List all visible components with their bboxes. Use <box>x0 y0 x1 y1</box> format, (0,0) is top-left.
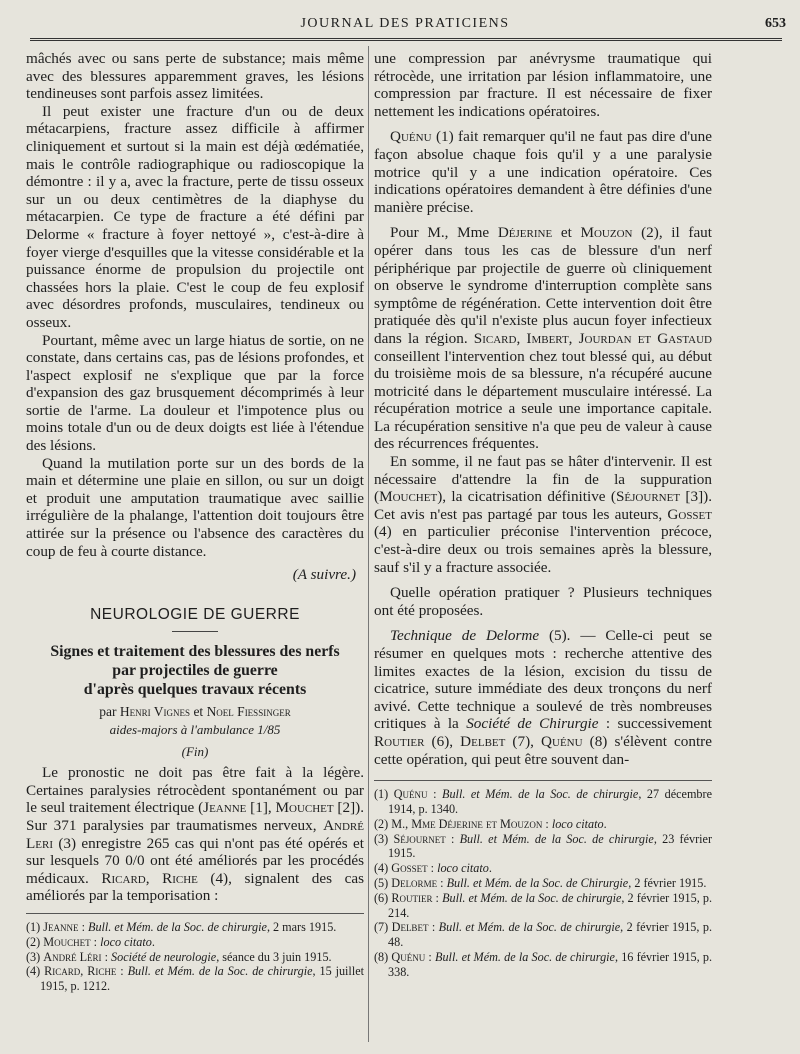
author-name: Jeanne <box>203 799 247 817</box>
footnote-number: (1) <box>374 787 389 802</box>
author-name: Quénu <box>541 732 583 750</box>
text-run: (5). — Celle-ci peut se résumer en quelques mots : recherche attentive des limites exactes de la lésion, excision du tissu de cicatrice, suture immédiate des deux tronçons du nerf avivé. Cette technique a soulevé de très nombreuses critiques à la <box>374 627 712 733</box>
footnote-sep: : <box>425 949 436 964</box>
footnote <box>374 950 712 980</box>
footnote-sep: : <box>427 787 443 802</box>
column-rule <box>368 46 369 1042</box>
author-name: Mouchet <box>275 799 334 817</box>
footnote-number: (6) <box>374 890 389 905</box>
text-run: (4) en particulier préconise l'intervention précoce, c'est-à-dire deux ou trois semaines après la blessure, sauf s'il y a fracture associée. <box>374 523 712 576</box>
paragraph: Quand la mutilation porte sur un des bords de la main et détermine une plaie en sillon, ou sur un doigt et produit une amputation traumatique avec saillie irrégulière de la phalange, l'attention doit toujours être attirée sur la présence ou l'absence des caractères du coup de feu à courte distance. <box>26 454 364 560</box>
footnote-author: Gosset <box>391 861 428 876</box>
byline <box>26 703 364 721</box>
right-column <box>374 50 712 980</box>
footnote-author: André Léri <box>43 949 102 964</box>
text-run: (7), <box>505 732 542 750</box>
footnote-rule <box>26 913 364 914</box>
author-name: Ricard, Riche <box>101 869 198 887</box>
footnote-number: (5) <box>374 875 389 890</box>
author-name: Mouzon <box>580 224 633 242</box>
text-run: (8) s'élèvent contre cette opération, qui peut être souvent dan- <box>374 732 712 768</box>
footnote-number: (8) <box>374 949 389 964</box>
footnote <box>26 935 364 950</box>
author-name: Quénu <box>390 128 432 146</box>
footnote-author: Quénu <box>393 787 428 802</box>
author-affiliation: aides-majors à l'ambulance 1/85 <box>109 722 281 737</box>
footnote-sep: : <box>542 816 552 831</box>
byline-par: par <box>99 704 117 720</box>
text-run: (2), il faut opérer dans tous les cas de blessure d'un nerf périphérique par projectile de guerre où cliniquement on observe le syndrome d'interruption complète sans symptôme de régénération. Cette intervention doit être pratiquée dès qu'il n'existe plus aucun foyer infectieux dans la région. <box>374 224 712 347</box>
footnote-number: (1) <box>26 919 41 934</box>
article-title <box>26 642 364 699</box>
footnote-author: Séjournet <box>393 831 446 846</box>
author-name: Séjournet <box>615 488 681 506</box>
article-title-line: d'après quelques travaux récents <box>83 681 307 699</box>
society-name: Société de Chirurgie <box>466 715 599 733</box>
footnote <box>374 832 712 862</box>
footnote-sep: : <box>437 875 447 890</box>
footnote-detail: . <box>151 934 155 949</box>
fin-marker: (Fin) <box>181 743 209 759</box>
footnote-sep: : <box>445 831 460 846</box>
paragraph <box>26 764 364 905</box>
author-name: Mouchet <box>379 488 438 506</box>
article-title-line: Signes et traitement des blessures des nerfs <box>50 643 340 661</box>
footnote-sep: : <box>427 861 438 876</box>
footnote-author: Routier <box>391 890 433 905</box>
paragraph: mâchés avec ou sans perte de substance; mais même avec des blessures apparemment graves, les lésions tendineuses sont parfois assez limitées. <box>26 50 364 103</box>
footnote-detail: . <box>603 816 607 831</box>
footnote-source: Bull. et Mém. de la Soc. de chirurgie <box>438 920 621 935</box>
text-run: [3]). Cet avis n'est pas partagé par tous les auteurs, <box>374 488 712 523</box>
continued-note: (A suivre.) <box>292 566 356 584</box>
footnote-number: (2) <box>26 934 41 949</box>
author-name: Delbet <box>460 732 506 750</box>
footnote-author: M., Mme Déjerine et Mouzon <box>391 816 543 831</box>
footnote-detail: , séance du 3 juin 1915. <box>216 949 332 964</box>
paragraph: une compression par anévrysme traumatique qui rétrocède, une irritation par lésion inflammatoire, une compression par fracture. Il est nécessaire de fixer nettement les indications opératoires. <box>374 50 712 120</box>
paragraph: Pourtant, même avec un large hiatus de sortie, on ne constate, dans certains cas, pas de lésions profondes, et l'aspect explosif ne s'explique que par la force d'expansion des gaz brusquement décomprimés à leur sortie de l'arme. La douleur et l'impotence plus ou moins totale d'un ou de deux doigts est liée à l'étendue des lésions. <box>26 331 364 455</box>
footnote-author: Delorme <box>391 875 438 890</box>
footnote-number: (4) <box>374 861 389 876</box>
footnote-detail: , 2 février 1915, p. 214. <box>388 890 713 920</box>
footnote-detail: , 16 février 1915, p. 338. <box>388 949 713 979</box>
text-run: ), la cicatrisation définitive ( <box>437 488 616 506</box>
paragraph <box>374 128 712 216</box>
text-run: [2]). Sur 371 paralysies par traumatismes nerveux, <box>26 799 364 834</box>
footnote <box>374 920 712 950</box>
footnote <box>26 964 364 994</box>
footnote-number: (3) <box>26 949 41 964</box>
text-run: Pour M., Mme <box>390 224 498 242</box>
footnote-author: Mouchet <box>43 934 91 949</box>
section-rule <box>172 631 218 632</box>
byline-and: et <box>193 704 204 720</box>
footnote <box>26 920 364 935</box>
footnote-detail: , 23 février 1915. <box>388 831 713 861</box>
paragraph <box>374 453 712 576</box>
running-header <box>24 10 786 36</box>
footnote-sep: : <box>78 919 88 934</box>
header-rule <box>30 38 782 41</box>
footnote-author: Quénu <box>391 949 426 964</box>
text-run: (3) enregistre 265 cas qui n'ont pas été opérés et sur lesquels 70 0/0 ont été améliorés par les procédés médicaux. <box>26 834 364 887</box>
footnote-sep: : <box>116 964 128 979</box>
footnote-source: Société de neurologie <box>111 949 217 964</box>
footnote-source: Bull. et Mém. de la Soc. de chirurgie <box>88 919 267 934</box>
footnote-number: (2) <box>374 816 389 831</box>
footnote-sep: : <box>432 890 443 905</box>
text-run: [1], <box>246 799 276 817</box>
footnote-detail: , 2 mars 1915. <box>266 919 337 934</box>
text-run: et <box>552 224 581 242</box>
footnote-source: Bull. et Mém. de la Soc. de chirurgie <box>459 831 654 846</box>
author-name: Henri Vignes <box>119 704 191 720</box>
footnote-source: Bull. et Mém. de la Soc. de chirurgie <box>127 964 313 979</box>
footnote-source: loco citato <box>551 816 604 831</box>
footnote <box>374 787 712 817</box>
author-name: Sicard, Imbert, Jourdan et Gastaud <box>473 329 712 347</box>
text-run: (6), <box>424 732 461 750</box>
footnote-detail: , 2 février 1915, p. 48. <box>388 920 712 950</box>
footnote <box>374 817 712 832</box>
text-run: conseillent l'intervention chez tout blessé qui, au début du troisième mois de sa blessure, n'a récupéré aucune motricité dans le département musculaire intéressé. La récupération motrice a seule une importance capitale. La récupération sensitive n'a que peu de valeur à cause des récurrences fréquentes. <box>374 347 712 453</box>
footnote-source: Bull. et Mém. de la Soc. de chirurgie <box>442 890 622 905</box>
author-name: Noel Fiessinger <box>206 704 291 720</box>
paragraph: Quelle opération pratiquer ? Plusieurs techniques ont été proposées. <box>374 584 712 619</box>
footnotes <box>26 920 364 994</box>
footnote <box>26 950 364 965</box>
text-run: (4), signalent des cas améliorés par la temporisation : <box>26 869 364 905</box>
section-heading: NEUROLOGIE DE GUERRE <box>90 605 300 623</box>
text-run: : successivement <box>598 715 712 733</box>
footnote <box>374 861 712 876</box>
footnote-author: Ricard, Riche <box>44 964 117 979</box>
text-run: (1) fait remarquer qu'il ne faut pas dire d'une façon absolue chaque fois qu'il y a une paralysie motrice qu'il y a une indication opératoire. Ces indications opératoires demandent à être définies d'une manière précise. <box>374 128 712 216</box>
footnote-source: Bull. et Mém. de la Soc. de Chirurgie <box>446 875 629 890</box>
author-name: Déjerine <box>497 224 553 242</box>
author-name: André Leri <box>26 816 364 852</box>
footnote-number: (3) <box>374 831 389 846</box>
footnote <box>374 891 712 921</box>
footnote-sep: : <box>428 920 439 935</box>
left-column <box>26 50 364 994</box>
footnote-number: (4) <box>26 964 41 979</box>
author-name: Routier <box>374 732 425 750</box>
journal-title: JOURNAL DES PRATICIENS <box>300 16 510 31</box>
footnote-number: (7) <box>374 920 389 935</box>
footnote-sep: : <box>90 934 101 949</box>
footnote-detail: , 2 février 1915. <box>628 875 707 890</box>
footnote-source: Bull. et Mém. de la Soc. de chirurgie <box>442 787 639 802</box>
page-number: 653 <box>765 16 786 31</box>
footnote-source: loco citato <box>100 934 152 949</box>
footnote-sep: : <box>101 949 112 964</box>
text-run: Le pronostic ne doit pas être fait à la légère. Certaines paralysies rétrocèdent spontanément ou par le seul traitement électrique ( <box>26 764 364 817</box>
footnote <box>374 876 712 891</box>
footnote-source: loco citato <box>437 861 489 876</box>
footnote-detail: , 15 juillet 1915, p. 1212. <box>40 964 364 994</box>
footnote-source: Bull. et Mém. de la Soc. de chirurgie <box>435 949 615 964</box>
footnote-author: Delbet <box>391 920 429 935</box>
footnote-rule <box>374 780 712 781</box>
footnotes <box>374 787 712 979</box>
technique-name: Technique de Delorme <box>390 627 540 645</box>
paragraph <box>374 627 712 768</box>
text-run: En somme, il ne faut pas se hâter d'intervenir. Il est nécessaire d'attendre la fin de la suppuration ( <box>374 453 712 506</box>
paragraph: Il peut exister une fracture d'un ou de deux métacarpiens, fracture assez difficile à affirmer cliniquement et surtout si la main est déjà œdématiée, mais le contrôle radiographique ou radioscopique la démontre : il y a, avec la fracture, perte de tissu osseux sur un ou deux centimètres de la diaphyse du métacarpien. Ce type de fracture a été défini par Delorme « fracture à foyer nettoyé », c'est-à-dire à foyer vierge d'esquilles que la vitesse considérable et la puissance énorme de propulsion du projectile ont chassées hors la plaie. C'est le coup de feu explosif avec désordres profonds, musculaires, tendineux ou osseux. <box>26 102 364 331</box>
footnote-detail: . <box>488 861 492 876</box>
paragraph <box>374 224 712 453</box>
article-title-line: par projectiles de guerre <box>112 662 278 680</box>
author-name: Gosset <box>667 505 712 523</box>
footnote-author: Jeanne <box>43 919 79 934</box>
footnote-detail: , 27 décembre 1914, p. 1340. <box>388 787 712 816</box>
